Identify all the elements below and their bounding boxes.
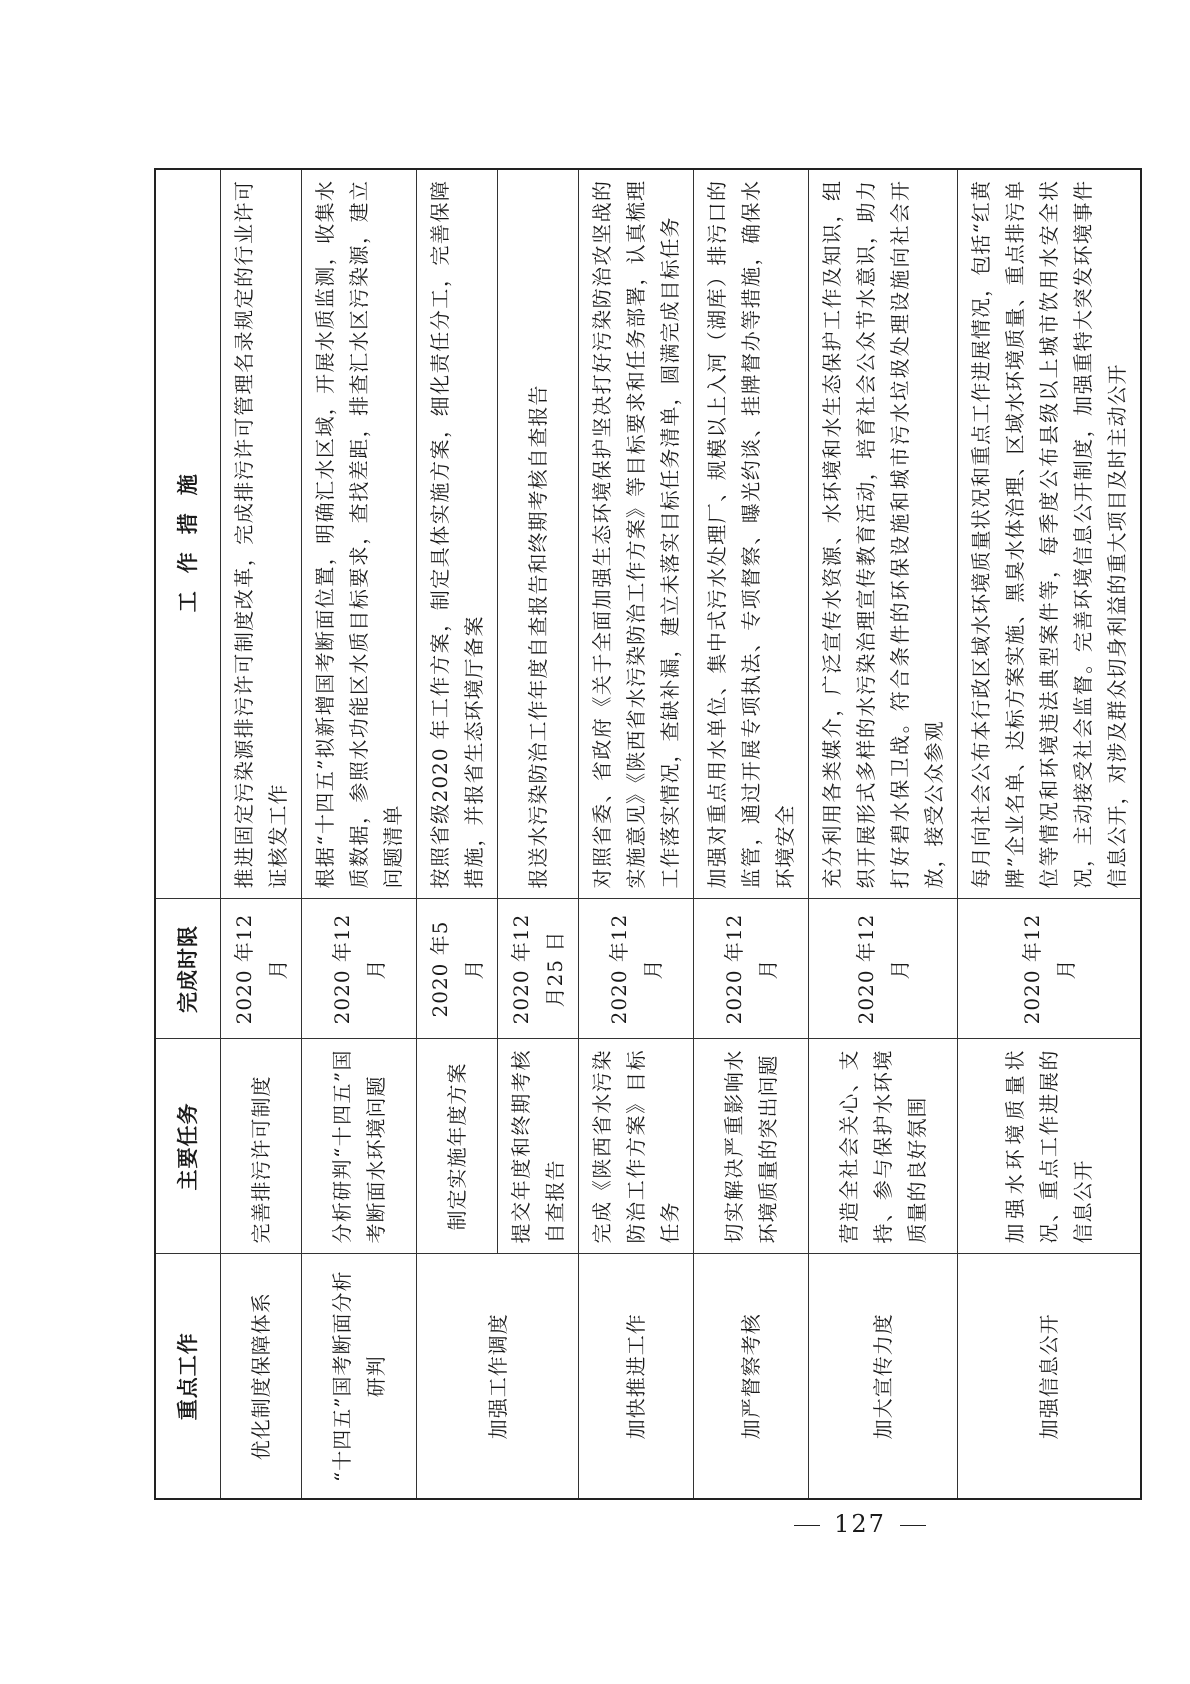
measures-cell: 根据“十四五”拟新增国考断面位置，明确汇水区域，开展水质监测，收集水质数据，参照水功能区水质目标要求，查找差距，排查汇水区污染源，建立问题清单 [302,169,417,899]
header-main-task: 主要任务 [155,1039,221,1254]
page-number-dash-right [900,1525,926,1526]
deadline-cell: 2020 年12 月 [809,899,958,1039]
main-task-cell: 分析研判“十四五”国考断面水环境问题 [302,1039,417,1254]
key-work-cell: 加大宣传力度 [809,1254,958,1499]
header-row [155,169,221,1499]
measures-cell: 推进固定污染源排污许可制度改革，完成排污许可管理名录规定的行业许可证核发工作 [221,169,302,899]
table-row [579,169,694,1499]
key-work-cell: 加强工作调度 [417,1254,579,1499]
rotated-table-container [154,170,1129,1500]
main-task-cell: 完成《陕西省水污染防治工作方案》目标任务 [579,1039,694,1254]
header-key-work: 重点工作 [155,1254,221,1499]
table-row [302,169,417,1499]
deadline-cell: 2020 年12 月25 日 [498,899,579,1039]
main-task-cell: 制定实施年度方案 [417,1039,498,1254]
table-row [809,169,958,1499]
key-work-cell: 加严督察考核 [694,1254,809,1499]
table-row [958,169,1142,1499]
page-number-dash-left [794,1525,820,1526]
measures-cell: 加强对重点用水单位、集中式污水处理厂、规模以上入河（湖库）排污口的监管，通过开展专项执法、专项督察、曝光约谈、挂牌督办等措施，确保水环境安全 [694,169,809,899]
deadline-cell: 2020 年12 月 [302,899,417,1039]
page-number [780,1510,940,1538]
key-work-cell: 加快推进工作 [579,1254,694,1499]
main-task-cell: 提交年度和终期考核自查报告 [498,1039,579,1254]
work-plan-table [154,168,1142,1500]
main-task-cell: 完善排污许可制度 [221,1039,302,1254]
main-task-cell: 营造全社会关心、支持、参与保护水环境质量的良好氛围 [809,1039,958,1254]
deadline-cell: 2020 年12 月 [579,899,694,1039]
table-row [694,169,809,1499]
key-work-cell: “十四五”国考断面分析研判 [302,1254,417,1499]
measures-cell: 充分利用各类媒介，广泛宣传水资源、水环境和水生态保护工作及知识，组织开展形式多样的水污染治理宣传教育活动，培育社会公众节水意识，助力打好碧水保卫战。符合条件的环保设施和城市污水垃圾处理设施向社会开放，接受公众参观 [809,169,958,899]
measures-cell: 对照省委、省政府《关于全面加强生态环境保护坚决打好污染防治攻坚战的实施意见》《陕西省水污染防治工作方案》等目标要求和任务部署，认真梳理工作落实情况，查缺补漏，建立未落实目标任务清单，圆满完成目标任务 [579,169,694,899]
main-task-cell: 切实解决严重影响水环境质量的突出问题 [694,1039,809,1254]
table-row [417,169,498,1499]
page-number-value: 127 [834,1510,886,1538]
measures-cell: 按照省级2020 年工作方案，制定具体实施方案，细化责任分工，完善保障措施，并报省生态环境厅备案 [417,169,498,899]
deadline-cell: 2020 年12 月 [958,899,1142,1039]
main-task-cell: 加强水环境质量状况、重点工作进展的信息公开 [958,1039,1142,1254]
deadline-cell: 2020 年12 月 [694,899,809,1039]
key-work-cell: 加强信息公开 [958,1254,1142,1499]
key-work-cell: 优化制度保障体系 [221,1254,302,1499]
header-deadline: 完成时限 [155,899,221,1039]
measures-cell: 每月向社会公布本行政区域水环境质量状况和重点工作进展情况，包括“红黄牌”企业名单、达标方案实施、黑臭水体治理、区域水环境质量、重点排污单位等情况和环境违法典型案件等，每季度公布县级以上城市饮用水安全状况，主动接受社会监督。完善环境信息公开制度，加强重特大突发环境事件信息公开，对涉及群众切身利益的重大项目及时主动公开 [958,169,1142,899]
header-measures: 工作措施 [155,169,221,899]
measures-cell: 报送水污染防治工作年度自查报告和终期考核自查报告 [498,169,579,899]
deadline-cell: 2020 年5 月 [417,899,498,1039]
deadline-cell: 2020 年12 月 [221,899,302,1039]
table-row [221,169,302,1499]
